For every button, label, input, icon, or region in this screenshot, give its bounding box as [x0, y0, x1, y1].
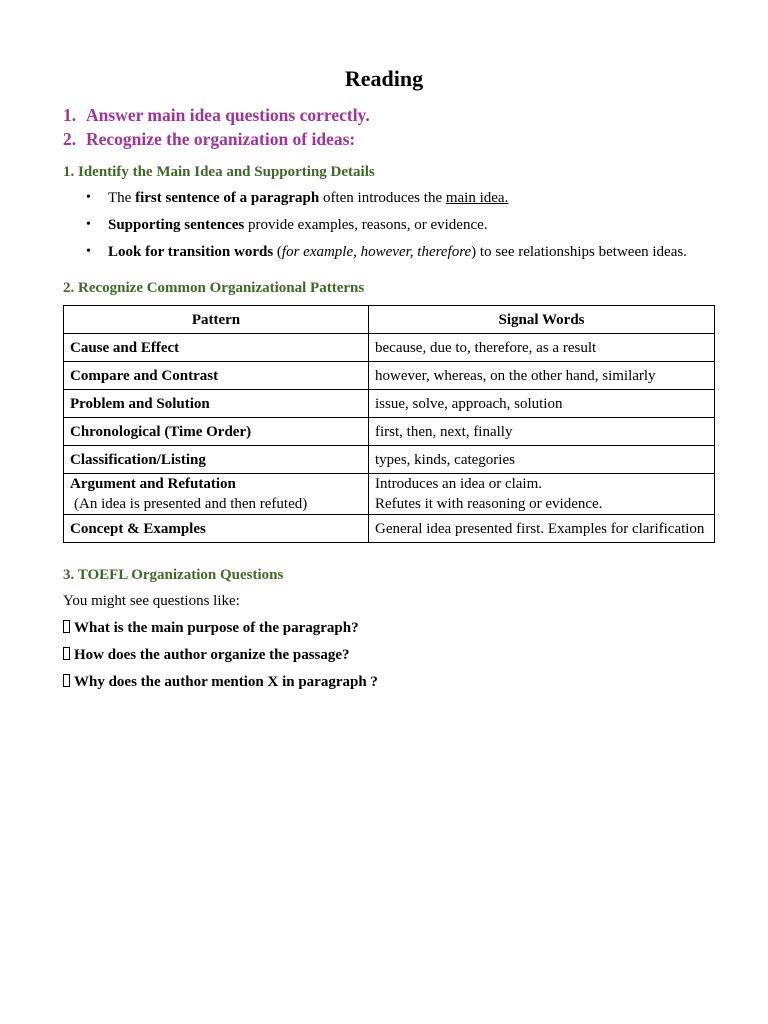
signal-cell: first, then, next, finally [369, 418, 715, 446]
signal-cell: Introduces an idea or claim. Refutes it with reasoning or evidence. [369, 474, 715, 515]
column-header: Signal Words [369, 306, 715, 334]
table-header-row [64, 306, 715, 334]
bullet-icon: • [86, 244, 91, 259]
main-idea-bullets [63, 188, 687, 269]
signal-cell: types, kinds, categories [369, 446, 715, 474]
intro-text: You might see questions like: [63, 593, 240, 609]
page-title: Reading [344, 66, 424, 91]
question-item: How does the author organize the passage? [63, 645, 378, 672]
section-1-heading: 1. Identify the Main Idea and Supporting Details [63, 164, 375, 180]
goals-list [63, 104, 370, 152]
table-row [64, 390, 715, 418]
question-item: Why does the author mention X in paragraph ? [63, 672, 378, 699]
list-item: • The first sentence of a paragraph often introduces the main idea. [86, 190, 509, 206]
signal-cell: issue, solve, approach, solution [369, 390, 715, 418]
missing-glyph-icon [63, 674, 70, 687]
bullet-icon: • [86, 190, 91, 205]
pattern-cell: Compare and Contrast [64, 362, 369, 390]
goal-number: 1. [63, 105, 77, 125]
section-3-heading: 3. TOEFL Organization Questions [63, 567, 284, 583]
goal-item [63, 128, 370, 152]
pattern-cell: Chronological (Time Order) [64, 418, 369, 446]
pattern-subtext: (An idea is presented and then refuted) [74, 496, 308, 512]
table-row [64, 334, 715, 362]
goal-item [63, 104, 370, 128]
pattern-cell: Concept & Examples [64, 515, 369, 543]
signal-cell: however, whereas, on the other hand, similarly [369, 362, 715, 390]
missing-glyph-icon [63, 647, 70, 660]
missing-glyph-icon [63, 620, 70, 633]
section-2-heading: 2. Recognize Common Organizational Patterns [63, 280, 365, 296]
signal-cell: because, due to, therefore, as a result [369, 334, 715, 362]
pattern-cell: Cause and Effect [64, 334, 369, 362]
goal-number: 2. [63, 129, 77, 149]
question-list [63, 618, 378, 699]
question-item: What is the main purpose of the paragraph? [63, 618, 378, 645]
list-item: • Look for transition words (for example, however, therefore) to see relationships between ideas. [86, 244, 687, 260]
bullet-icon: • [86, 217, 91, 232]
column-header: Pattern [64, 306, 369, 334]
goal-text: Answer main idea questions correctly. [86, 105, 370, 125]
table-row [64, 362, 715, 390]
table-row [64, 418, 715, 446]
pattern-cell: Problem and Solution [64, 390, 369, 418]
table-row [64, 446, 715, 474]
goal-text: Recognize the organization of ideas: [86, 129, 356, 149]
pattern-cell: Argument and Refutation (An idea is presented and then refuted) [64, 474, 369, 515]
patterns-table [63, 305, 715, 543]
pattern-cell: Classification/Listing [64, 446, 369, 474]
table-row [64, 515, 715, 543]
table-row [64, 474, 715, 515]
signal-cell: General idea presented first. Examples for clarification [369, 515, 715, 543]
list-item: • Supporting sentences provide examples, reasons, or evidence. [86, 217, 488, 233]
